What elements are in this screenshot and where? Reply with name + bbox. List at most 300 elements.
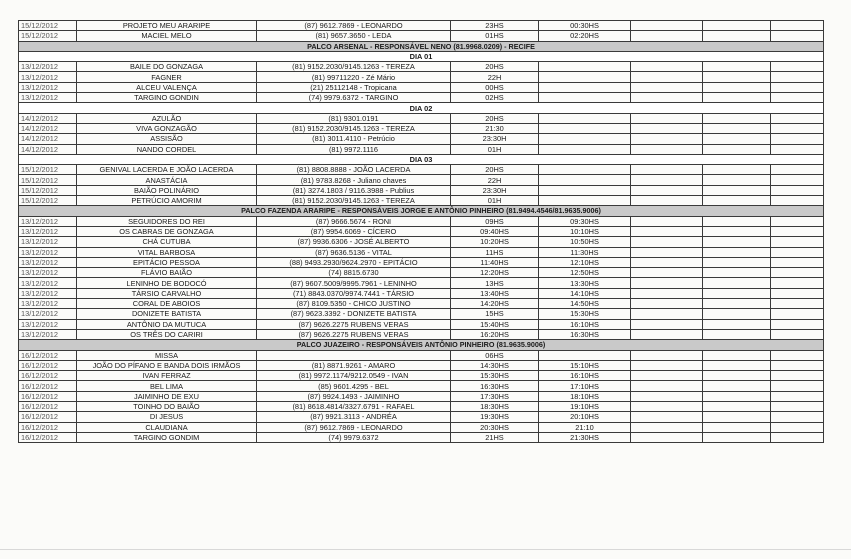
end-time-cell — [539, 93, 631, 103]
empty-cell — [703, 278, 771, 288]
start-time-cell: 20HS — [451, 113, 539, 123]
empty-cell — [771, 360, 824, 370]
empty-cell — [703, 412, 771, 422]
table-row — [19, 216, 824, 226]
empty-cell — [631, 216, 703, 226]
end-time-cell — [539, 62, 631, 72]
artist-cell: JAIMINHO DE EXU — [77, 391, 257, 401]
date-cell: 14/12/2012 — [19, 134, 77, 144]
table-row — [19, 309, 824, 319]
date-cell: 13/12/2012 — [19, 82, 77, 92]
start-time-cell: 20HS — [451, 62, 539, 72]
day-header: DIA 03 — [19, 154, 824, 164]
empty-cell — [631, 237, 703, 247]
end-time-cell: 10:50HS — [539, 237, 631, 247]
empty-cell — [631, 412, 703, 422]
table-row — [19, 134, 824, 144]
date-cell: 13/12/2012 — [19, 237, 77, 247]
empty-cell — [771, 226, 824, 236]
empty-cell — [771, 144, 824, 154]
empty-cell — [631, 329, 703, 339]
start-time-cell: 13HS — [451, 278, 539, 288]
table-row — [19, 21, 824, 31]
end-time-cell: 14:10HS — [539, 288, 631, 298]
artist-cell: MACIEL MELO — [77, 31, 257, 41]
start-time-cell: 20:30HS — [451, 422, 539, 432]
table-row — [19, 401, 824, 411]
empty-cell — [703, 422, 771, 432]
artist-cell: DONIZETE BATISTA — [77, 309, 257, 319]
empty-cell — [771, 257, 824, 267]
date-cell: 13/12/2012 — [19, 247, 77, 257]
start-time-cell: 15:30HS — [451, 371, 539, 381]
contact-cell: (87) 9936.6306 - JOSÉ ALBERTO — [257, 237, 451, 247]
stage-header: PALCO ARSENAL - RESPONSÁVEL NENO (81.9968.0209) - RECIFE — [19, 41, 824, 51]
start-time-cell: 14:20HS — [451, 299, 539, 309]
empty-cell — [631, 196, 703, 206]
contact-cell: (87) 9636.5136 - VITAL — [257, 247, 451, 257]
empty-cell — [771, 113, 824, 123]
start-time-cell: 11HS — [451, 247, 539, 257]
date-cell: 13/12/2012 — [19, 226, 77, 236]
empty-cell — [703, 134, 771, 144]
date-cell: 14/12/2012 — [19, 144, 77, 154]
date-cell: 16/12/2012 — [19, 412, 77, 422]
end-time-cell: 21:10 — [539, 422, 631, 432]
start-time-cell: 12:20HS — [451, 268, 539, 278]
empty-cell — [703, 268, 771, 278]
end-time-cell — [539, 350, 631, 360]
end-time-cell — [539, 113, 631, 123]
stage-header: PALCO FAZENDA ARARIPE - RESPONSÁVEIS JORGE E ANTÔNIO PINHEIRO (81.9494.4546/81.9635.9006) — [19, 206, 824, 216]
table-row — [19, 422, 824, 432]
empty-cell — [631, 381, 703, 391]
table-row — [19, 299, 824, 309]
stage-header-row — [19, 41, 824, 51]
end-time-cell — [539, 185, 631, 195]
empty-cell — [703, 247, 771, 257]
empty-cell — [631, 299, 703, 309]
end-time-cell: 15:30HS — [539, 309, 631, 319]
artist-cell: CHÁ CUTUBA — [77, 237, 257, 247]
table-row — [19, 360, 824, 370]
start-time-cell: 16:30HS — [451, 381, 539, 391]
end-time-cell — [539, 196, 631, 206]
page-bottom-rule — [0, 549, 851, 550]
day-header: DIA 02 — [19, 103, 824, 113]
empty-cell — [631, 21, 703, 31]
contact-cell: (74) 9979.6372 — [257, 432, 451, 442]
end-time-cell — [539, 123, 631, 133]
contact-cell: (87) 9612.7869 - LEONARDO — [257, 422, 451, 432]
artist-cell: CORAL DE ABOIOS — [77, 299, 257, 309]
end-time-cell — [539, 134, 631, 144]
contact-cell: (81) 9152.2030/9145.1263 - TEREZA — [257, 196, 451, 206]
start-time-cell: 23:30H — [451, 134, 539, 144]
empty-cell — [631, 185, 703, 195]
start-time-cell: 02HS — [451, 93, 539, 103]
empty-cell — [703, 381, 771, 391]
day-header-row — [19, 103, 824, 113]
artist-cell: ANASTÁCIA — [77, 175, 257, 185]
date-cell: 13/12/2012 — [19, 62, 77, 72]
empty-cell — [631, 309, 703, 319]
empty-cell — [703, 226, 771, 236]
table-row — [19, 113, 824, 123]
table-row — [19, 412, 824, 422]
table-row — [19, 391, 824, 401]
date-cell: 15/12/2012 — [19, 196, 77, 206]
table-row — [19, 123, 824, 133]
artist-cell: CLAUDIANA — [77, 422, 257, 432]
empty-cell — [703, 329, 771, 339]
artist-cell: DI JESUS — [77, 412, 257, 422]
empty-cell — [631, 123, 703, 133]
date-cell: 15/12/2012 — [19, 31, 77, 41]
empty-cell — [771, 401, 824, 411]
empty-cell — [771, 391, 824, 401]
table-row — [19, 237, 824, 247]
empty-cell — [703, 319, 771, 329]
start-time-cell: 16:20HS — [451, 329, 539, 339]
empty-cell — [771, 371, 824, 381]
table-row — [19, 31, 824, 41]
artist-cell: TARGINO GONDIN — [77, 93, 257, 103]
end-time-cell: 20:10HS — [539, 412, 631, 422]
artist-cell: VITAL BARBOSA — [77, 247, 257, 257]
empty-cell — [703, 309, 771, 319]
contact-cell: (87) 9612.7869 - LEONARDO — [257, 21, 451, 31]
empty-cell — [631, 391, 703, 401]
start-time-cell: 21:30 — [451, 123, 539, 133]
end-time-cell: 12:10HS — [539, 257, 631, 267]
contact-cell: (81) 9152.2030/9145.1263 - TEREZA — [257, 123, 451, 133]
contact-cell: (81) 9972.1174/9212.0549 - IVAN — [257, 371, 451, 381]
day-header: DIA 01 — [19, 51, 824, 61]
table-row — [19, 247, 824, 257]
empty-cell — [703, 371, 771, 381]
stage-header: PALCO JUAZEIRO - RESPONSÁVEIS ANTÔNIO PINHEIRO (81.9635.9006) — [19, 340, 824, 350]
artist-cell: EPITÁCIO PESSOA — [77, 257, 257, 267]
table-row — [19, 257, 824, 267]
empty-cell — [771, 175, 824, 185]
table-row — [19, 319, 824, 329]
empty-cell — [771, 350, 824, 360]
empty-cell — [631, 31, 703, 41]
day-header-row — [19, 154, 824, 164]
empty-cell — [631, 278, 703, 288]
table-row — [19, 196, 824, 206]
empty-cell — [631, 165, 703, 175]
artist-cell: BAIÃO POLINÁRIO — [77, 185, 257, 195]
empty-cell — [631, 93, 703, 103]
end-time-cell: 19:10HS — [539, 401, 631, 411]
table-row — [19, 278, 824, 288]
contact-cell: (85) 9601.4295 - BEL — [257, 381, 451, 391]
date-cell: 14/12/2012 — [19, 113, 77, 123]
empty-cell — [631, 257, 703, 267]
end-time-cell — [539, 165, 631, 175]
date-cell: 13/12/2012 — [19, 329, 77, 339]
empty-cell — [771, 185, 824, 195]
contact-cell: (81) 99711220 - Zé Mário — [257, 72, 451, 82]
contact-cell: (21) 25112148 - Tropicana — [257, 82, 451, 92]
artist-cell: OS TRÊS DO CARIRI — [77, 329, 257, 339]
start-time-cell: 19:30HS — [451, 412, 539, 422]
date-cell: 15/12/2012 — [19, 165, 77, 175]
start-time-cell: 21HS — [451, 432, 539, 442]
artist-cell: BAILE DO GONZAGA — [77, 62, 257, 72]
empty-cell — [771, 21, 824, 31]
date-cell: 13/12/2012 — [19, 257, 77, 267]
artist-cell: FAGNER — [77, 72, 257, 82]
contact-cell: (81) 9152.2030/9145.1263 - TEREZA — [257, 62, 451, 72]
date-cell: 16/12/2012 — [19, 422, 77, 432]
empty-cell — [771, 93, 824, 103]
empty-cell — [631, 422, 703, 432]
start-time-cell: 15HS — [451, 309, 539, 319]
empty-cell — [631, 268, 703, 278]
stage-header-row — [19, 206, 824, 216]
schedule-body — [19, 21, 824, 443]
end-time-cell: 12:50HS — [539, 268, 631, 278]
artist-cell: BEL LIMA — [77, 381, 257, 391]
empty-cell — [771, 82, 824, 92]
end-time-cell: 11:30HS — [539, 247, 631, 257]
empty-cell — [703, 72, 771, 82]
empty-cell — [703, 31, 771, 41]
contact-cell: (87) 9626.2275 RUBENS VERAS — [257, 329, 451, 339]
artist-cell: FLÁVIO BAIÃO — [77, 268, 257, 278]
table-row — [19, 185, 824, 195]
start-time-cell: 22H — [451, 175, 539, 185]
end-time-cell: 15:10HS — [539, 360, 631, 370]
table-row — [19, 329, 824, 339]
empty-cell — [631, 72, 703, 82]
contact-cell: (81) 8871.9261 - AMARO — [257, 360, 451, 370]
start-time-cell: 23:30H — [451, 185, 539, 195]
empty-cell — [703, 113, 771, 123]
date-cell: 16/12/2012 — [19, 381, 77, 391]
contact-cell: (81) 9783.8268 - Juliano chaves — [257, 175, 451, 185]
contact-cell: (81) 8618.4814/3327.6791 - RAFAEL — [257, 401, 451, 411]
start-time-cell: 13:40HS — [451, 288, 539, 298]
date-cell: 15/12/2012 — [19, 175, 77, 185]
table-row — [19, 72, 824, 82]
empty-cell — [703, 299, 771, 309]
empty-cell — [631, 62, 703, 72]
empty-cell — [631, 288, 703, 298]
contact-cell: (81) 9657.3650 - LEDA — [257, 31, 451, 41]
artist-cell: IVAN FERRAZ — [77, 371, 257, 381]
end-time-cell: 13:30HS — [539, 278, 631, 288]
end-time-cell: 21:30HS — [539, 432, 631, 442]
empty-cell — [703, 62, 771, 72]
empty-cell — [703, 123, 771, 133]
end-time-cell: 02:20HS — [539, 31, 631, 41]
artist-cell: JOÃO DO PÍFANO E BANDA DOIS IRMÃOS — [77, 360, 257, 370]
date-cell: 13/12/2012 — [19, 319, 77, 329]
start-time-cell: 01HS — [451, 31, 539, 41]
empty-cell — [631, 82, 703, 92]
end-time-cell: 16:10HS — [539, 319, 631, 329]
artist-cell: PETRÚCIO AMORIM — [77, 196, 257, 206]
date-cell: 14/12/2012 — [19, 123, 77, 133]
date-cell: 16/12/2012 — [19, 371, 77, 381]
empty-cell — [771, 288, 824, 298]
artist-cell: TARGINO GONDIM — [77, 432, 257, 442]
artist-cell: NANDO CORDEL — [77, 144, 257, 154]
start-time-cell: 14:30HS — [451, 360, 539, 370]
start-time-cell: 09:40HS — [451, 226, 539, 236]
start-time-cell: 20HS — [451, 165, 539, 175]
empty-cell — [631, 175, 703, 185]
table-row — [19, 82, 824, 92]
contact-cell: (87) 8109.5350 - CHICO JUSTINO — [257, 299, 451, 309]
artist-cell: ASSISÃO — [77, 134, 257, 144]
start-time-cell: 22H — [451, 72, 539, 82]
contact-cell: (74) 9979.6372 - TARGINO — [257, 93, 451, 103]
artist-cell: SEGUIDORES DO REI — [77, 216, 257, 226]
artist-cell: TOINHO DO BAIÃO — [77, 401, 257, 411]
empty-cell — [771, 216, 824, 226]
contact-cell: (87) 9954.6069 - CÍCERO — [257, 226, 451, 236]
start-time-cell: 18:30HS — [451, 401, 539, 411]
empty-cell — [771, 299, 824, 309]
table-row — [19, 93, 824, 103]
start-time-cell: 06HS — [451, 350, 539, 360]
empty-cell — [703, 196, 771, 206]
table-row — [19, 432, 824, 442]
empty-cell — [703, 432, 771, 442]
date-cell: 16/12/2012 — [19, 350, 77, 360]
empty-cell — [771, 237, 824, 247]
empty-cell — [771, 422, 824, 432]
end-time-cell: 16:10HS — [539, 371, 631, 381]
empty-cell — [631, 371, 703, 381]
artist-cell: PROJETO MEU ARARIPE — [77, 21, 257, 31]
date-cell: 13/12/2012 — [19, 93, 77, 103]
start-time-cell: 11:40HS — [451, 257, 539, 267]
empty-cell — [703, 360, 771, 370]
end-time-cell — [539, 72, 631, 82]
end-time-cell: 18:10HS — [539, 391, 631, 401]
end-time-cell — [539, 82, 631, 92]
contact-cell: (81) 8808.8888 - JOÃO LACERDA — [257, 165, 451, 175]
table-row — [19, 350, 824, 360]
empty-cell — [771, 309, 824, 319]
date-cell: 16/12/2012 — [19, 401, 77, 411]
empty-cell — [771, 381, 824, 391]
artist-cell: AZULÃO — [77, 113, 257, 123]
stage-header-row — [19, 340, 824, 350]
end-time-cell: 14:50HS — [539, 299, 631, 309]
empty-cell — [703, 165, 771, 175]
date-cell: 15/12/2012 — [19, 185, 77, 195]
end-time-cell: 16:30HS — [539, 329, 631, 339]
empty-cell — [771, 278, 824, 288]
empty-cell — [631, 134, 703, 144]
date-cell: 13/12/2012 — [19, 309, 77, 319]
start-time-cell: 01H — [451, 144, 539, 154]
date-cell: 16/12/2012 — [19, 360, 77, 370]
empty-cell — [703, 175, 771, 185]
empty-cell — [703, 391, 771, 401]
date-cell: 13/12/2012 — [19, 299, 77, 309]
empty-cell — [703, 237, 771, 247]
table-row — [19, 175, 824, 185]
schedule-table — [18, 20, 824, 443]
start-time-cell: 17:30HS — [451, 391, 539, 401]
end-time-cell: 00:30HS — [539, 21, 631, 31]
empty-cell — [631, 226, 703, 236]
empty-cell — [703, 21, 771, 31]
empty-cell — [703, 401, 771, 411]
date-cell: 15/12/2012 — [19, 21, 77, 31]
empty-cell — [771, 72, 824, 82]
contact-cell: (74) 8815.6730 — [257, 268, 451, 278]
artist-cell: VIVA GONZAGÃO — [77, 123, 257, 133]
artist-cell: MISSA — [77, 350, 257, 360]
artist-cell: ANTÔNIO DA MUTUCA — [77, 319, 257, 329]
empty-cell — [703, 216, 771, 226]
contact-cell: (87) 9921.3113 - ANDRÉA — [257, 412, 451, 422]
contact-cell: (87) 9623.3392 - DONIZETE BATISTA — [257, 309, 451, 319]
empty-cell — [703, 288, 771, 298]
artist-cell: LENINHO DE BODOCÓ — [77, 278, 257, 288]
empty-cell — [703, 144, 771, 154]
contact-cell: (81) 9972.1116 — [257, 144, 451, 154]
start-time-cell: 01H — [451, 196, 539, 206]
contact-cell — [257, 350, 451, 360]
empty-cell — [631, 144, 703, 154]
table-row — [19, 381, 824, 391]
empty-cell — [631, 247, 703, 257]
empty-cell — [771, 165, 824, 175]
empty-cell — [771, 196, 824, 206]
empty-cell — [771, 247, 824, 257]
contact-cell: (87) 9666.5674 - RONI — [257, 216, 451, 226]
contact-cell: (87) 9924.1493 - JAIMINHO — [257, 391, 451, 401]
table-row — [19, 288, 824, 298]
empty-cell — [703, 82, 771, 92]
contact-cell: (87) 9607.5009/9995.7961 - LENINHO — [257, 278, 451, 288]
empty-cell — [771, 31, 824, 41]
date-cell: 13/12/2012 — [19, 288, 77, 298]
empty-cell — [631, 401, 703, 411]
contact-cell: (87) 9626.2275 RUBENS VERAS — [257, 319, 451, 329]
end-time-cell — [539, 144, 631, 154]
empty-cell — [771, 412, 824, 422]
start-time-cell: 00HS — [451, 82, 539, 92]
end-time-cell: 10:10HS — [539, 226, 631, 236]
empty-cell — [703, 257, 771, 267]
artist-cell: TÁRSIO CARVALHO — [77, 288, 257, 298]
empty-cell — [771, 329, 824, 339]
empty-cell — [631, 360, 703, 370]
date-cell: 16/12/2012 — [19, 432, 77, 442]
start-time-cell: 10:20HS — [451, 237, 539, 247]
contact-cell: (81) 9301.0191 — [257, 113, 451, 123]
table-row — [19, 371, 824, 381]
table-row — [19, 165, 824, 175]
table-row — [19, 144, 824, 154]
date-cell: 13/12/2012 — [19, 278, 77, 288]
date-cell: 13/12/2012 — [19, 72, 77, 82]
contact-cell: (81) 3274.1803 / 9116.3988 - Publius — [257, 185, 451, 195]
empty-cell — [771, 432, 824, 442]
empty-cell — [771, 268, 824, 278]
